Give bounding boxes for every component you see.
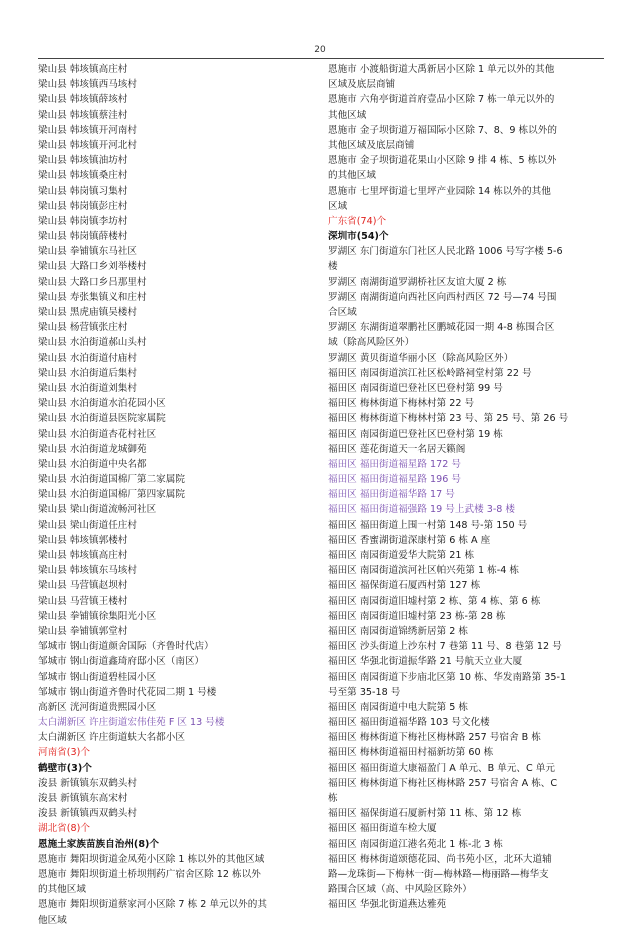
- right-column-line: 福田区 梅林街道下梅社区梅林路 257 号宿舍 A 栋、C: [328, 777, 558, 789]
- right-column-line: 罗湖区 南湖街道向西社区向西村西区 72 号—74 号围: [328, 291, 557, 303]
- left-column-line: 梁山县 韩垓镇高庄村: [38, 550, 128, 561]
- right-column-line: 福田区 南园街道中电大院第 5 栋: [328, 701, 468, 713]
- left-column-line: 太白湖新区 许庄街道宏伟佳苑 F 区 13 号楼: [38, 717, 225, 729]
- right-column-line: 罗湖区 南湖街道罗湖桥社区友谊大厦 2 栋: [328, 276, 507, 288]
- left-column-line: 梁山县 大路口乡吕那里村: [38, 276, 147, 288]
- right-column-line: 福田区 福田街道上围一村第 148 号-第 150 号: [328, 519, 528, 531]
- right-column-line: 合区域: [328, 307, 357, 318]
- right-column-line: 福田区 南园街道下步庙北区第 10 栋、华发南路第 35-1: [328, 671, 567, 683]
- right-column-line: 福田区 南园街道旧墟村第 23 栋-第 28 栋: [328, 610, 506, 622]
- left-column-line: 梁山县 韩垓镇桑庄村: [38, 170, 128, 182]
- left-column-line: 梁山县 马营镇赵坝村: [38, 580, 128, 592]
- left-column-line: 梁山县 梁山街道任庄村: [38, 519, 137, 531]
- left-column-line: 梁山县 韩垓镇开河南村: [38, 124, 137, 136]
- right-column-line: 区域: [328, 200, 348, 212]
- left-column-line: 邹城市 钢山街道颜舍国际（齐鲁时代店）: [38, 641, 214, 653]
- header-rule: [38, 58, 604, 59]
- left-column-line: 梁山县 韩垓镇薛垓村: [38, 94, 128, 106]
- left-column-line: 鹤壁市(3)个: [38, 762, 92, 774]
- right-column-line: 恩施市 金子坝街道万福国际小区除 7、8、9 栋以外的: [328, 124, 557, 136]
- right-column-line: 福田区 南园街道巴登社区巴登村第 99 号: [328, 382, 503, 394]
- left-column-line: 恩施市 舞阳坝街道土桥坝荆药广宿舍区除 12 栋以外: [38, 868, 261, 880]
- right-column-line: 栋: [328, 793, 338, 804]
- right-column-line: 福田区 福田街道车检大厦: [328, 823, 437, 835]
- right-column-line: 其他区域: [328, 109, 367, 121]
- left-column-line: 河南省(3)个: [38, 747, 90, 759]
- right-column-line: 福田区 福田街道福华路 17 号: [328, 489, 455, 501]
- right-column-line: 福田区 梅林街道下梅林村第 23 号、第 25 号、第 26 号: [328, 413, 569, 425]
- left-column-line: 梁山县 韩岗镇彭庄村: [38, 200, 128, 212]
- right-column-line: 福田区 南园街道滨河社区帕兴苑第 1 栋-4 栋: [328, 565, 519, 577]
- left-column-line: 梁山县 水泊街道水泊花园小区: [38, 398, 166, 410]
- right-column-line: 恩施市 七里坪街道七里坪产业园除 14 栋以外的其他: [328, 185, 551, 197]
- left-column-line: 浚县 新镇镇东双鹤头村: [38, 777, 137, 789]
- right-column-line: 福田区 福保街道石厦新村第 11 栋、第 12 栋: [328, 808, 522, 820]
- left-column-line: 梁山县 韩垓镇郭楼村: [38, 534, 128, 546]
- left-column-line: 梁山县 水泊街道刘集村: [38, 382, 137, 394]
- left-column-line: 梁山县 水泊街道后集村: [38, 367, 137, 379]
- page-number: 20: [314, 45, 326, 55]
- left-column-line: 梁山县 韩垓镇蔡洼村: [38, 109, 128, 121]
- right-column-line: 恩施市 金子坝街道花果山小区除 9 排 4 栋、5 栋以外: [328, 155, 557, 167]
- right-column-line: 福田区 南园街道爱华大院第 21 栋: [328, 550, 475, 561]
- left-column-line: 高新区 洸河街道贵熙园小区: [38, 701, 157, 713]
- right-column-line: 福田区 梅林街道福田村福新坊第 60 栋: [328, 747, 494, 759]
- left-column-line: 浚县 新镇镇西双鹤头村: [38, 808, 137, 820]
- right-column-line: 楼: [328, 261, 338, 273]
- left-column-line: 梁山县 水泊街道郝山头村: [38, 337, 147, 349]
- left-column-line: 恩施市 舞阳坝街道蔡家河小区除 7 栋 2 单元以外的其: [38, 899, 267, 911]
- right-column-line: 福田区 福田街道福星路 172 号: [328, 458, 461, 470]
- left-column-line: 梁山县 水泊街道中央名都: [38, 458, 147, 470]
- right-column-line: 福田区 福田街道福华路 103 号文化楼: [328, 717, 490, 729]
- right-column-line: 域（除高风险区外）: [328, 337, 415, 349]
- left-column-line: 梁山县 韩岗镇习集村: [38, 185, 128, 197]
- left-column-line: 梁山县 拳铺镇徐集阳光小区: [38, 610, 157, 622]
- right-column-line: 罗湖区 黄贝街道华丽小区（除高风险区外）: [328, 352, 514, 364]
- right-column-line: 福田区 南园街道江港名苑北 1 栋-北 3 栋: [328, 838, 503, 850]
- left-column-line: 梁山县 梁山街道流畅河社区: [38, 504, 157, 516]
- right-column: [328, 62, 604, 913]
- left-column-line: 梁山县 韩垓镇东马垓村: [38, 565, 137, 577]
- left-column-line: 梁山县 韩岗镇李坊村: [38, 215, 128, 227]
- left-column-line: 梁山县 寿张集镇义和庄村: [38, 291, 147, 303]
- right-column-line: 福田区 南园街道旧墟村第 2 栋、第 4 栋、第 6 栋: [328, 595, 541, 607]
- right-column-line: 福田区 梅林街道下梅社区梅林路 257 号宿舍 B 栋: [328, 732, 541, 744]
- right-column-line: 福田区 南园街道巴登社区巴登村第 19 栋: [328, 428, 503, 440]
- left-column-line: 梁山县 水泊街道付庙村: [38, 352, 137, 364]
- right-column-line: 福田区 莲花街道天一名居天籁阁: [328, 443, 466, 455]
- right-column-line: 福田区 福田街道福星路 196 号: [328, 474, 461, 486]
- left-column-line: 湖北省(8)个: [38, 823, 90, 835]
- left-column-line: 邹城市 钢山街道碧桂园小区: [38, 671, 157, 683]
- right-column-line: 福田区 福田街道福强路 19 号上武楼 3-8 楼: [328, 504, 516, 516]
- left-column-line: 的其他区域: [38, 884, 86, 896]
- right-column-line: 福田区 沙头街道上沙东村 7 巷第 11 号、8 巷第 12 号: [328, 641, 562, 653]
- right-column-line: 福田区 梅林街道颂德花园、尚书苑小区，北环大道辅: [328, 853, 552, 865]
- right-column-line: 福田区 华强北街道振华路 21 号航天立业大厦: [328, 656, 523, 668]
- left-column-line: 梁山县 黑虎庙镇吴楼村: [38, 307, 137, 318]
- left-column-line: 恩施土家族苗族自治州(8)个: [38, 838, 159, 850]
- left-column-line: 梁山县 水泊街道国棉厂第四家属院: [38, 489, 185, 501]
- right-column-line: 区域及底层商铺: [328, 79, 396, 91]
- right-column-line: 福田区 香蜜湖街道深康村第 6 栋 A 座: [328, 534, 491, 546]
- left-column-line: 梁山县 杨营镇张庄村: [38, 322, 128, 334]
- left-column-line: 邹城市 钢山街道鑫琦府邸小区（南区）: [38, 656, 205, 668]
- left-column-line: 梁山县 水泊街道龙城御苑: [38, 443, 147, 455]
- right-column-line: 恩施市 六角亭街道首府壹品小区除 7 栋一单元以外的: [328, 94, 555, 106]
- left-column-line: 恩施市 舞阳坝街道金凤苑小区除 1 栋以外的其他区域: [38, 853, 265, 865]
- right-column-line: 的其他区域: [328, 170, 376, 182]
- left-column-line: 他区域: [38, 914, 67, 926]
- left-column-line: 梁山县 水泊街道国棉厂第二家属院: [38, 474, 185, 486]
- right-column-line: 福田区 南园街道滨江社区松岭路祠堂村第 22 号: [328, 367, 532, 379]
- left-column-line: 梁山县 韩岗镇薛楼村: [38, 231, 128, 243]
- right-column-line: 福田区 梅林街道下梅林村第 22 号: [328, 398, 475, 410]
- right-column-line: 路—龙珠街—下梅林一街—梅林路—梅丽路—梅华支: [328, 868, 549, 880]
- right-column-line: 广东省(74)个: [328, 215, 387, 227]
- left-column-line: 梁山县 韩垓镇开河北村: [38, 139, 137, 151]
- right-column-line: 福田区 南园街道锦绣新居第 2 栋: [328, 625, 468, 637]
- right-column-line: 福田区 华强北街道燕达雅苑: [328, 899, 447, 911]
- left-column-line: 梁山县 韩垓镇油坊村: [38, 155, 128, 167]
- left-column-line: 梁山县 韩垓镇高庄村: [38, 64, 128, 75]
- right-column-line: 福田区 福田街道大康福盈门 A 单元、B 单元、C 单元: [328, 762, 555, 774]
- right-column-line: 深圳市(54)个: [328, 231, 389, 243]
- right-column-line: 恩施市 小渡船街道大禹新居小区除 1 单元以外的其他: [328, 64, 555, 75]
- left-column-line: 梁山县 水泊街道县医院家属院: [38, 413, 166, 425]
- left-column-line: 梁山县 拳铺镇郭堂村: [38, 625, 128, 637]
- left-column: [38, 62, 316, 928]
- left-column-line: 太白湖新区 许庄街道蚨大名都小区: [38, 732, 185, 744]
- left-column-line: 浚县 新镇镇东高宋村: [38, 793, 128, 804]
- right-column-line: 福田区 福保街道石厦西村第 127 栋: [328, 580, 481, 592]
- left-column-line: 梁山县 水泊街道杏花村社区: [38, 428, 157, 440]
- left-column-line: 梁山县 大路口乡刘举楼村: [38, 261, 147, 273]
- right-column-line: 其他区域及底层商铺: [328, 139, 415, 151]
- right-column-line: 罗湖区 东门街道东门社区人民北路 1006 号写字楼 5-6: [328, 246, 563, 258]
- left-column-line: 梁山县 马营镇王楼村: [38, 595, 128, 607]
- right-column-line: 路围合区域（高、中风险区除外）: [328, 884, 472, 896]
- right-column-line: 号至第 35-18 号: [328, 686, 401, 698]
- right-column-line: 罗湖区 东湖街道翠鹏社区鹏城花园一期 4-8 栋围合区: [328, 322, 555, 334]
- left-column-line: 邹城市 钢山街道齐鲁时代花园二期 1 号楼: [38, 686, 217, 698]
- left-column-line: 梁山县 拳铺镇东马社区: [38, 246, 137, 258]
- left-column-line: 梁山县 韩垓镇西马垓村: [38, 79, 137, 91]
